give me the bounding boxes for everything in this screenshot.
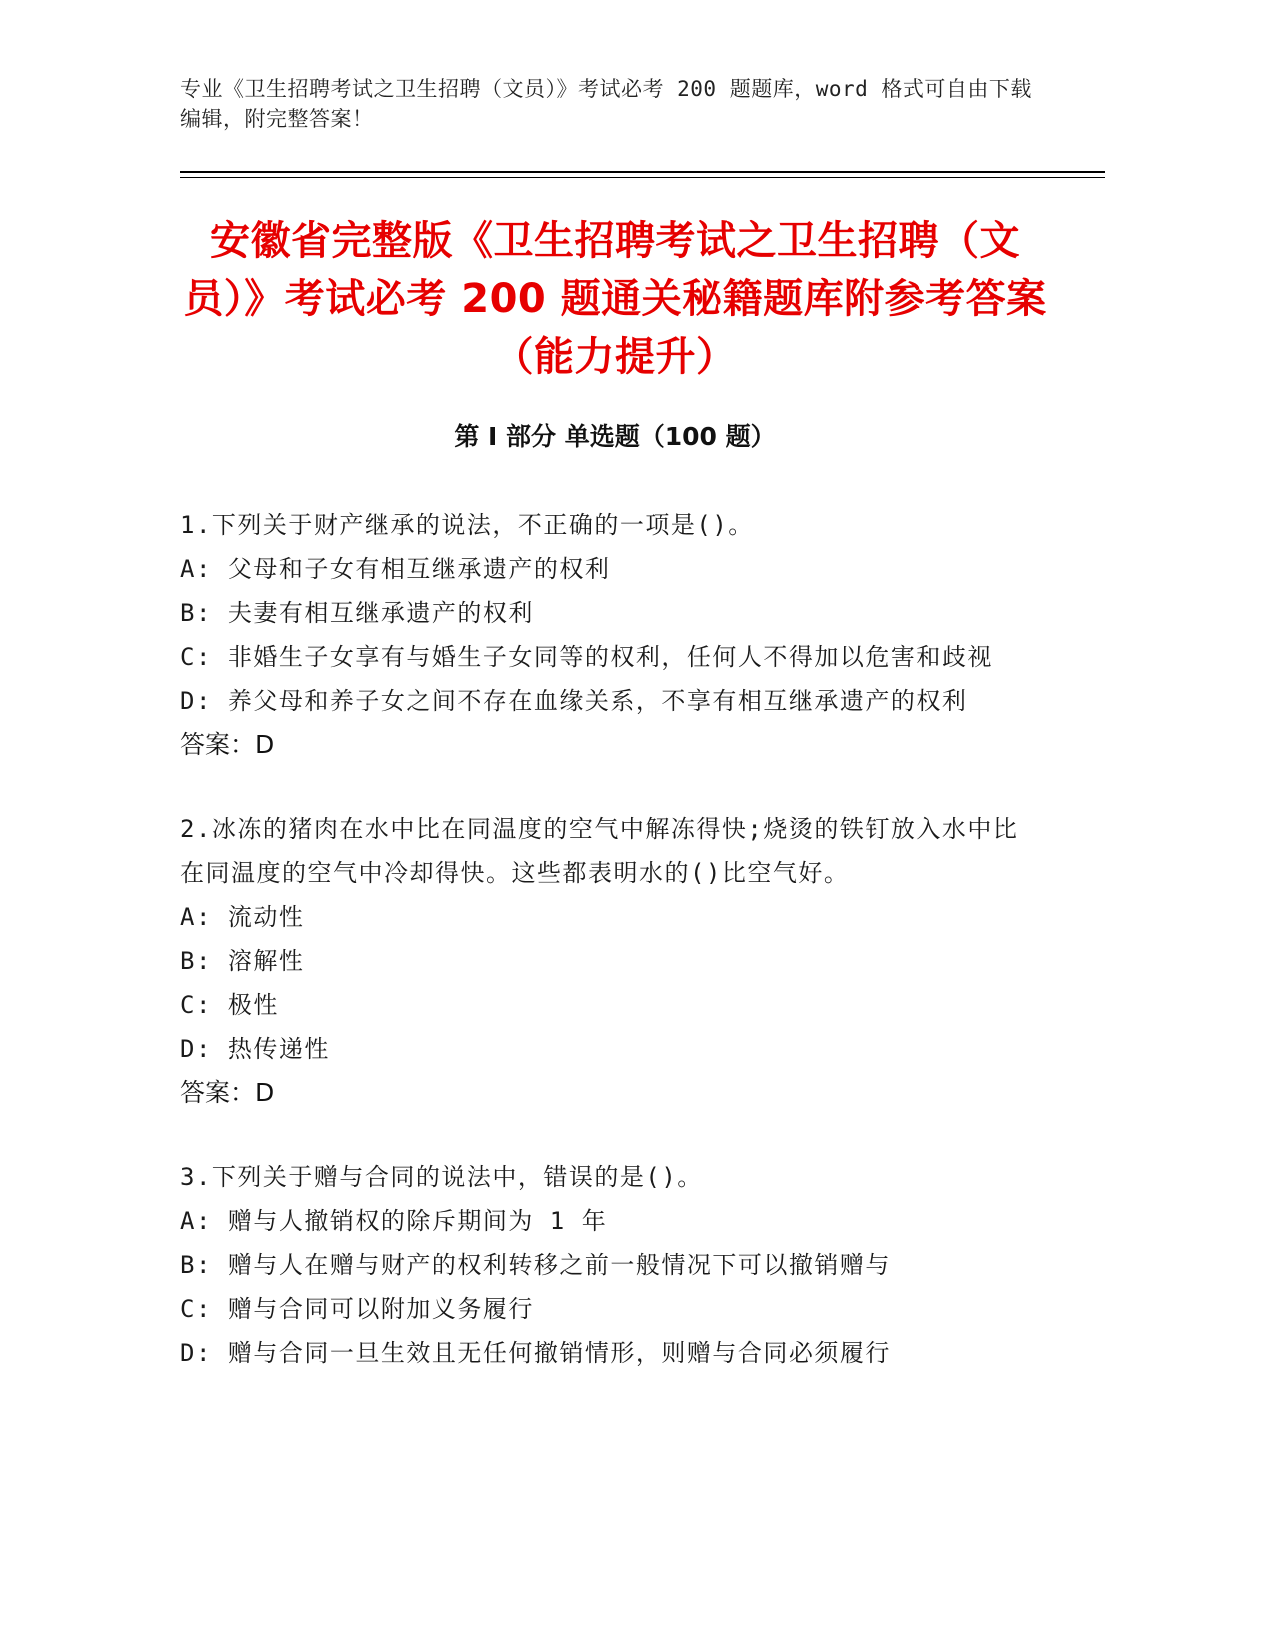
option-b: B: 溶解性 [180, 947, 305, 975]
option-c: C: 赠与合同可以附加义务履行 [180, 1295, 534, 1323]
option-a: A: 赠与人撤销权的除斥期间为 1 年 [180, 1207, 608, 1235]
question-1 [180, 503, 1040, 767]
question-list [180, 503, 1040, 1415]
question-3 [180, 1155, 1040, 1375]
answer: 答案：D [180, 730, 275, 759]
question-stem: 1.下列关于财产继承的说法，不正确的一项是()。 [180, 511, 754, 539]
answer: 答案：D [180, 1078, 275, 1107]
question-2 [180, 807, 1040, 1115]
option-d: D: 养父母和养子女之间不存在血缘关系，不享有相互继承遗产的权利 [180, 687, 968, 715]
option-d: D: 赠与合同一旦生效且无任何撤销情形，则赠与合同必须履行 [180, 1339, 891, 1367]
header-divider-thick [180, 171, 1105, 173]
document-title: 安徽省完整版《卫生招聘考试之卫生招聘（文员）》考试必考 200 题通关秘籍题库附参考答案（能力提升） [183, 218, 1047, 380]
section-heading: 第 I 部分 单选题（100 题） [454, 422, 776, 451]
question-stem: 2.冰冻的猪肉在水中比在同温度的空气中解冻得快;烧烫的铁钉放入水中比在同温度的空气中冷却得快。这些都表明水的()比空气好。 [180, 815, 1019, 887]
header-note: 专业《卫生招聘考试之卫生招聘（文员）》考试必考 200 题题库，word 格式可自由下载编辑，附完整答案！ [180, 77, 1032, 131]
option-d: D: 热传递性 [180, 1035, 330, 1063]
question-stem: 3.下列关于赠与合同的说法中，错误的是()。 [180, 1163, 703, 1191]
option-c: C: 非婚生子女享有与婚生子女同等的权利，任何人不得加以危害和歧视 [180, 643, 993, 671]
option-a: A: 父母和子女有相互继承遗产的权利 [180, 555, 611, 583]
option-b: B: 夫妻有相互继承遗产的权利 [180, 599, 534, 627]
option-b: B: 赠与人在赠与财产的权利转移之前一般情况下可以撤销赠与 [180, 1251, 891, 1279]
header-divider-thin [180, 177, 1105, 178]
option-a: A: 流动性 [180, 903, 305, 931]
option-c: C: 极性 [180, 991, 279, 1019]
